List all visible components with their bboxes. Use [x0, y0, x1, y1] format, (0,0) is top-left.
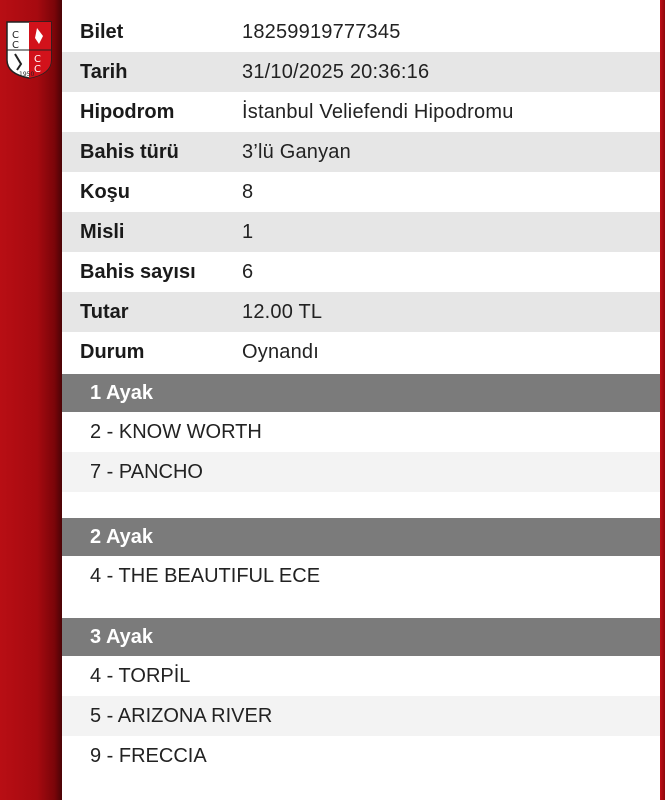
leg-header: 1 Ayak	[62, 374, 660, 412]
info-value: 18259919777345	[242, 20, 401, 43]
leg-1-section	[62, 374, 660, 492]
info-label: Bahis sayısı	[80, 260, 196, 283]
svg-text:1950: 1950	[19, 71, 35, 78]
info-value: 31/10/2025 20:36:16	[242, 60, 430, 83]
club-shield-logo-icon	[5, 20, 53, 80]
info-row-bahis-turu	[62, 132, 660, 172]
info-label: Hipodrom	[80, 100, 175, 123]
runner-item: 7 - PANCHO	[62, 452, 660, 492]
leg-2-section	[62, 518, 660, 596]
ticket-info-table	[62, 12, 660, 372]
svg-text:C: C	[12, 30, 19, 41]
info-value: Oynandı	[242, 340, 320, 363]
svg-text:C: C	[12, 40, 19, 51]
info-value: 1	[242, 220, 254, 243]
info-row-durum	[62, 332, 660, 372]
info-label: Tutar	[80, 300, 129, 323]
info-row-misli	[62, 212, 660, 252]
leg-header: 3 Ayak	[62, 618, 660, 656]
info-label: Bahis türü	[80, 140, 179, 163]
info-row-tarih	[62, 52, 660, 92]
runner-item: 4 - THE BEAUTIFUL ECE	[90, 564, 321, 587]
runner-item: 2 - KNOW WORTH	[90, 420, 262, 443]
right-edge-bar	[660, 0, 665, 800]
runner-item: 5 - ARIZONA RIVER	[62, 696, 660, 736]
info-row-tutar	[62, 292, 660, 332]
info-value: 3’lü Ganyan	[242, 140, 351, 163]
leg-header: 2 Ayak	[62, 518, 660, 556]
runner-item: 9 - FRECCIA	[90, 744, 207, 767]
info-value: 8	[242, 180, 254, 203]
info-value: İstanbul Veliefendi Hipodromu	[242, 100, 514, 123]
info-value: 12.00 TL	[242, 300, 323, 323]
leg-3-section	[62, 618, 660, 776]
side-bar	[0, 0, 62, 800]
info-value: 6	[242, 260, 254, 283]
info-label: Tarih	[80, 60, 128, 83]
info-row-bilet	[62, 12, 660, 52]
info-label: Durum	[80, 340, 145, 363]
info-row-kosu	[62, 172, 660, 212]
svg-text:C: C	[34, 54, 41, 65]
ticket-detail-panel	[62, 12, 660, 776]
info-row-bahis-sayisi	[62, 252, 660, 292]
info-label: Bilet	[80, 20, 124, 43]
info-label: Misli	[80, 220, 125, 243]
runner-item: 4 - TORPİL	[90, 664, 191, 687]
info-label: Koşu	[80, 180, 130, 203]
info-row-hipodrom	[62, 92, 660, 132]
svg-text:C: C	[34, 64, 41, 75]
